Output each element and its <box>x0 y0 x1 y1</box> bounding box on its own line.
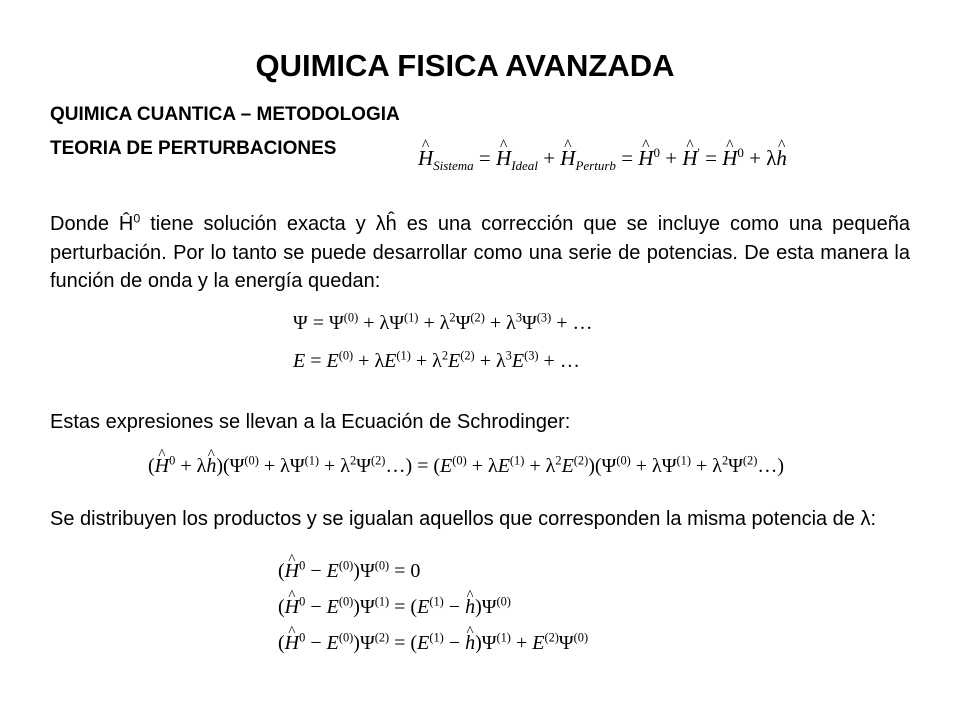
topic-heading: TEORIA DE PERTURBACIONES <box>50 138 337 159</box>
slide-title: QUIMICA FISICA AVANZADA <box>255 48 675 83</box>
intro-superscript: 0 <box>133 211 141 226</box>
distribution-paragraph: Se distribuyen los productos y se igualan aquellos que corresponden la misma potencia de λ: <box>50 508 877 530</box>
first-order-equation: (^ $H^0 - E^{(0)})\Psi^{(1)} = (E^{(1)}$ − ^ $h)\Psi^{(0)}$ <box>278 596 511 619</box>
intro-text-rest: tiene solución exacta y λĥ es una corrección que se incluye como una pequeña perturbación. Por lo tanto se puede desarrollar como una serie de potencias. De esta manera la función de onda y la energía quedan: <box>50 213 910 292</box>
slide-subtitle: QUIMICA CUANTICA – METODOLOGIA <box>50 104 400 125</box>
intro-paragraph <box>50 210 910 296</box>
hamiltonian-equation: ^ $H_{Sistema}$ = ^ $H_{Ideal}$ + ^ $H_{Perturb}$ = ^ $H^0$ + ^ H' = ^ $H^0$ + λ^ h <box>418 146 787 171</box>
zeroth-order-equation: (^ $H^0 - E^{(0)})\Psi^{(0)} = 0$ <box>278 560 420 583</box>
energy-series: $E = E^{(0)} + \lambda E^{(1)} + \lambda^2E^{(2)} + \lambda^3E^{(3)}$ + … <box>293 348 580 372</box>
second-order-equation: (^ $H^0 - E^{(0)})\Psi^{(2)} = (E^{(1)}$ − ^ $h)\Psi^{(1)} + E^{(2)}\Psi^{(0)}$ <box>278 632 588 655</box>
expanded-schrodinger-equation: (^ $H^0$ + λ^ $h)(\Psi^{(0)} + \lambda\Psi^{(1)}$ + $\lambda^2\Psi^{(2)}\dots) = (E^{(0)} + \lambda E^{(1)} + \lambda^2E^{(2)})(\Psi^{(0)} + \lambda\Psi^{(1)}$ + $\lambda^2\Psi^{(2)}\dots$) <box>148 455 784 478</box>
wavefunction-series: $\Psi = \Psi^{(0)} + \lambda\Psi^{(1)} + \lambda^2\Psi^{(2)} + \lambda^3\Psi^{(3)}$ + … <box>293 310 593 334</box>
schrodinger-paragraph: Estas expresiones se llevan a la Ecuación de Schrodinger: <box>50 411 571 433</box>
intro-text-start: Donde Ĥ <box>50 213 134 235</box>
